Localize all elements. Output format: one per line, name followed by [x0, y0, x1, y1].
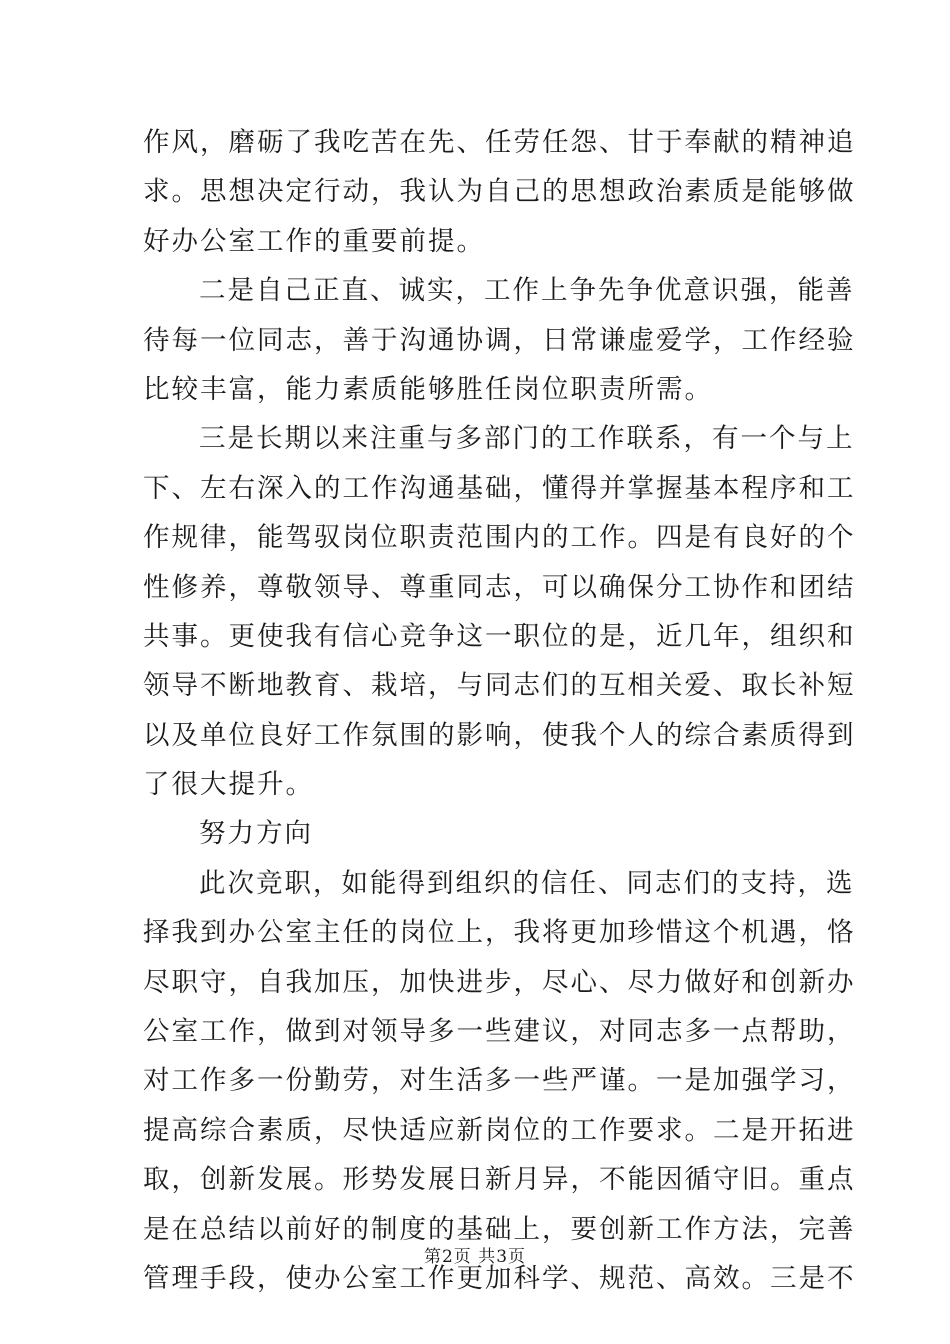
text-line: 尽职守，自我加压，加快进步，尽心、尽力做好和创新办 [143, 966, 856, 998]
text-line: 作风，磨砺了我吃苦在先、任劳任怨、甘于奉献的精神追 [143, 127, 856, 158]
text-line: 作规律，能驾驭岗位职责范围内的工作。四是有良好的个 [143, 522, 856, 554]
text-line: 比较丰富，能力素质能够胜任岗位职责所需。 [143, 373, 713, 405]
text-line: 了很大提升。 [143, 769, 314, 801]
text-line: 好办公室工作的重要前提。 [143, 225, 485, 257]
text-line: 此次竞职，如能得到组织的信任、同志们的支持，选 [199, 867, 855, 899]
text-line: 共事。更使我有信心竞争这一职位的是，近几年，组织和 [143, 620, 856, 652]
page-footer: 第2页 共3页 [423, 1247, 527, 1267]
text-line: 取，创新发展。形势发展日新月异，不能因循守旧。重点 [143, 1164, 856, 1196]
text-line: 三是长期以来注重与多部门的工作联系，有一个与上 [199, 423, 855, 455]
text-line: 对工作多一份勤劳，对生活多一些严谨。一是加强学习， [143, 1065, 856, 1097]
text-line: 二是自己正直、诚实，工作上争先争优意识强，能善 [199, 275, 855, 307]
text-line: 择我到办公室主任的岗位上，我将更加珍惜这个机遇，恪 [143, 917, 856, 949]
text-line: 领导不断地教育、栽培，与同志们的互相关爱、取长补短 [143, 670, 856, 702]
text-line: 提高综合素质，尽快适应新岗位的工作要求。二是开拓进 [143, 1114, 856, 1146]
text-line: 公室工作，做到对领导多一些建议，对同志多一点帮助， [143, 1016, 856, 1048]
text-line: 努力方向 [199, 818, 313, 850]
text-line: 下、左右深入的工作沟通基础，懂得并掌握基本程序和工 [143, 472, 856, 504]
text-line: 待每一位同志，善于沟通协调，日常谦虚爱学，工作经验 [143, 324, 856, 356]
text-line: 以及单位良好工作氛围的影响，使我个人的综合素质得到 [143, 719, 856, 751]
text-line: 求。思想决定行动，我认为自己的思想政治素质是能够做 [143, 176, 856, 208]
text-line: 是在总结以前好的制度的基础上，要创新工作方法，完善 [143, 1213, 856, 1245]
text-line: 管理手段，使办公室工作更加科学、规范、高效。三是不 [143, 1262, 856, 1294]
text-line: 性修养，尊敬领导、尊重同志，可以确保分工协作和团结 [143, 571, 856, 603]
document-body [143, 118, 856, 1303]
